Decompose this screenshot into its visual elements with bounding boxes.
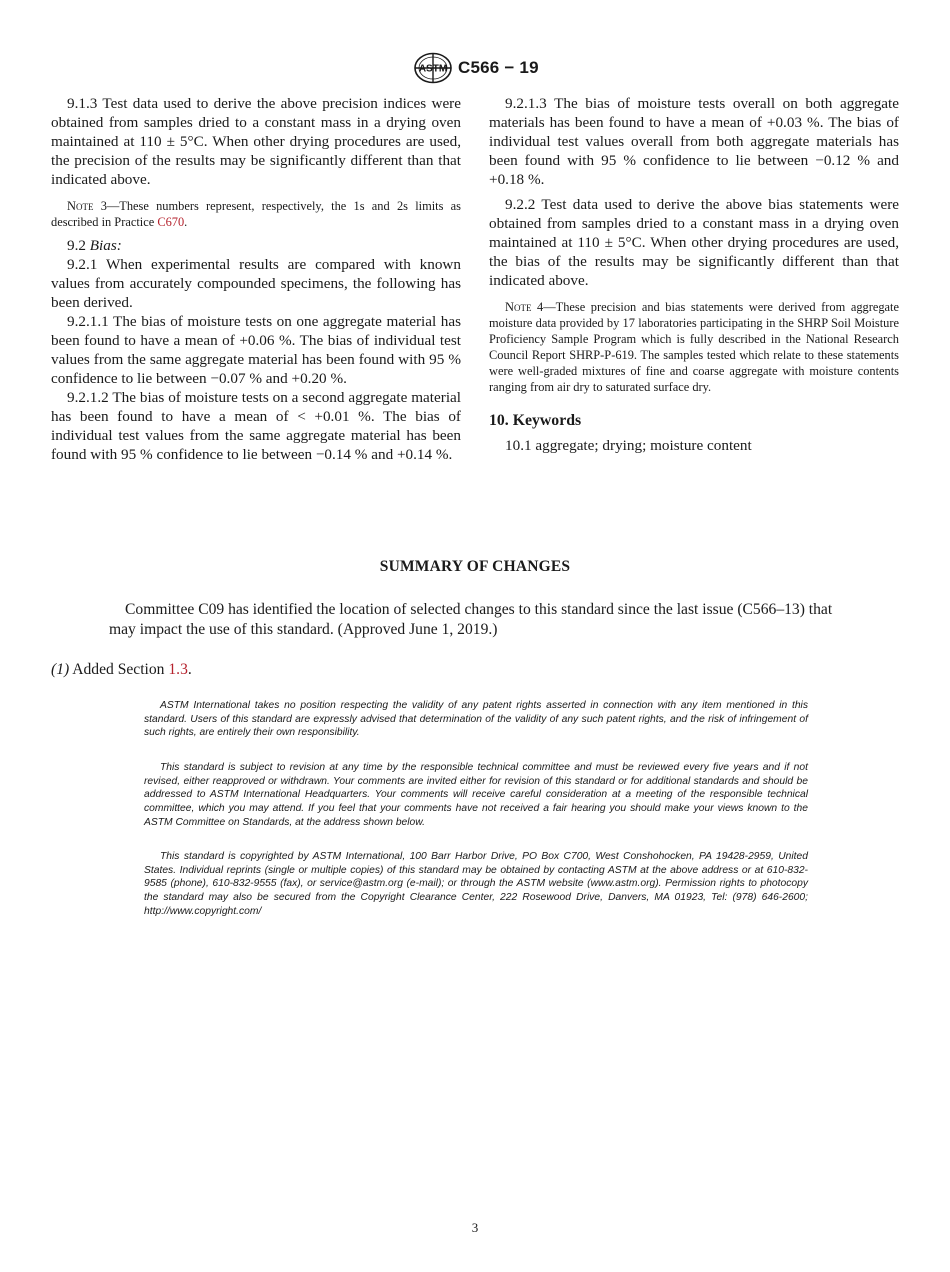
note-4-text: 4—These precision and bias statements were derived from aggregate moisture data provided by 17 laboratories participating in the SHRP Soil Moisture Proficiency Sample Program which is fully described in the National Research Council Report SHRP-P-619. The samples tested which relate to these statements were well-graded mixtures of fine and coarse aggregate with moisture contents ranging from air dry to saturated surface dry. — [489, 300, 899, 394]
paragraph-10-1: 10.1 aggregate; drying; moisture content — [505, 437, 752, 454]
standard-designation: C566 − 19 — [458, 58, 539, 77]
paragraph-9-2-1-1: 9.2.1.1 The bias of moisture tests on one aggregate material has been found to have a mean of +0.06 %. The bias of individual test values from the same aggregate material has been found with 95 % confidence to lie between −0.07 % and +0.20 %. — [51, 313, 461, 387]
section-9-2-heading — [51, 236, 461, 255]
paragraph-9-2-1-3: 9.2.1.3 The bias of moisture tests overall on both aggregate materials has been found to have a mean of +0.03 %. The bias of individual test values overall from both aggregate materials has been found with 95 % confidence to lie between −0.12 % and +0.18 %. — [489, 95, 899, 188]
note-3 — [51, 198, 461, 230]
patent-notice-text: ASTM International takes no position respecting the validity of any patent rights asserted in connection with any item mentioned in this standard. Users of this standard are expressly advised that determination of the validity of any such patent rights, and the risk of infringement of such rights, are entirely their own responsibility. — [144, 700, 808, 739]
paragraph-9-1-3: 9.1.3 Test data used to derive the above precision indices were obtained from samples dried to a constant mass in a drying oven maintained at 110 ± 5°C. When other drying procedures are used, the precision of the results may be significantly different than that indicated above. — [51, 95, 461, 188]
change-item — [51, 660, 192, 680]
practice-c670-link[interactable]: C670 — [157, 215, 185, 229]
change-item-number: (1) — [51, 661, 70, 678]
revision-notice — [144, 761, 808, 830]
note-3-text: 3—These numbers represent, respectively, the 1s and 2s limits as described in Practice — [51, 199, 461, 229]
note-3-label: Note — [67, 199, 94, 213]
summary-of-changes-title: SUMMARY OF CHANGES — [379, 558, 571, 575]
revision-notice-text: This standard is subject to revision at any time by the responsible technical committee and must be reviewed every five years and if not revised, either reapproved or withdrawn. Your comments are invited either for revision of this standard or for additional standards and should be addressed to ASTM International Headquarters. Your comments will receive careful consideration at a meeting of the responsible technical committee, which you may attend. If you feel that your comments have not received a fair hearing you should make your views known to the ASTM Committee on Standards, at the address shown below. — [144, 762, 808, 828]
copyright-notice — [144, 850, 808, 919]
note-4-label: Note — [505, 300, 532, 314]
summary-of-changes-body: Committee C09 has identified the location of selected changes to this standard since the last issue (C566–13) that may impact the use of this standard. (Approved June 1, 2019.) — [109, 601, 833, 638]
page-number: 3 — [471, 1220, 479, 1235]
copyright-notice-text: This standard is copyrighted by ASTM International, 100 Barr Harbor Drive, PO Box C700, West Conshohocken, PA 19428-2959, United States. Individual reprints (single or multiple copies) of this standard may be obtained by contacting ASTM at the above address or at 610-832-9585 (phone), 610-832-9555 (fax), or service@astm.org (e-mail); or through the ASTM website (www.astm.org). Permission rights to photocopy the standard may also be secured from the Copyright Clearance Center, 222 Rosewood Drive, Danvers, MA 01923, Tel: (978) 646-2600; http://www.copyright.com/ — [144, 851, 808, 917]
note-4 — [489, 299, 899, 395]
patent-notice — [144, 699, 808, 740]
astm-logo-icon — [413, 52, 453, 84]
right-column — [489, 94, 899, 455]
paragraph-9-2-1: 9.2.1 When experimental results are compared with known values from accurately compounded specimens, the following has been derived. — [51, 256, 461, 311]
section-9-2-title: Bias: — [89, 237, 122, 254]
page-header — [0, 52, 950, 86]
paragraph-9-2-2: 9.2.2 Test data used to derive the above bias statements were obtained from samples dried to a constant mass in a drying oven maintained at 110 ± 5°C. When other drying procedures are used, the bias of the results may be significantly different than that indicated above. — [489, 196, 899, 289]
change-item-text: Added Section — [69, 661, 169, 678]
note-3-end: . — [184, 215, 188, 229]
left-column — [51, 94, 461, 464]
section-10-heading: 10. Keywords — [489, 412, 582, 429]
paragraph-9-2-1-2: 9.2.1.2 The bias of moisture tests on a second aggregate material has been found to have a mean of < +0.01 %. The bias of individual test values from the same aggregate material has been found with 95 % confidence to lie between −0.14 % and +0.14 %. — [51, 389, 461, 463]
logo-text: ASTM — [418, 63, 448, 75]
change-item-end: . — [187, 661, 192, 678]
section-9-2-number: 9.2 — [67, 237, 90, 254]
section-1-3-link[interactable]: 1.3 — [168, 661, 188, 678]
